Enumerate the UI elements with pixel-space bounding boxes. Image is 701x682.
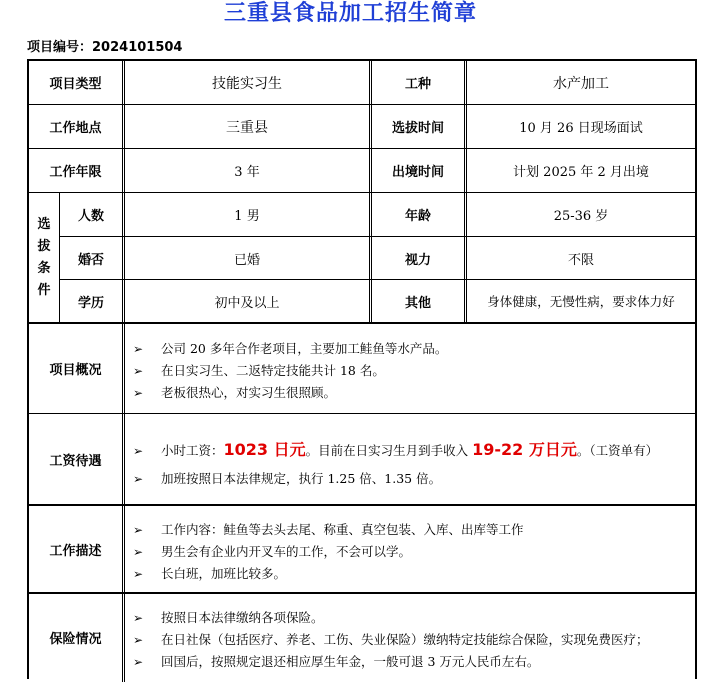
list-item: ➢ 在日实习生、二返特定技能共计 18 名。 bbox=[133, 363, 385, 378]
list-item: ➢ 工作内容：鲑鱼等去头去尾、称重、真空包装、入库、出库等工作 bbox=[133, 522, 524, 537]
value-project-type: 技能实习生 bbox=[212, 75, 282, 92]
label-age: 年龄 bbox=[404, 209, 431, 224]
hourly-wage: 1023 日元 bbox=[223, 440, 306, 459]
selection-criteria-label: 选 拔 条 件 bbox=[37, 216, 51, 298]
document-title: 三重县食品加工招生简章 bbox=[223, 1, 477, 26]
label-salary: 工资待遇 bbox=[49, 453, 102, 469]
value-departure-time: 计划 2025 年 2 月出境 bbox=[513, 165, 649, 180]
project-number bbox=[27, 36, 182, 55]
label-work-location: 工作地点 bbox=[49, 121, 102, 136]
label-marital: 婚否 bbox=[77, 252, 104, 268]
recruitment-table bbox=[27, 59, 697, 679]
label-vision: 视力 bbox=[404, 252, 431, 268]
label-work-description: 工作描述 bbox=[49, 543, 102, 559]
label-project-type: 项目类型 bbox=[49, 77, 102, 92]
project-number-value: 2024101504 bbox=[92, 40, 183, 55]
label-departure-time: 出境时间 bbox=[391, 165, 444, 180]
list-item: ➢ 老板很热心，对实习生很照顾。 bbox=[133, 385, 337, 400]
list-item: ➢ 按照日本法律缴纳各项保险。 bbox=[133, 610, 324, 625]
list-item: ➢ 回国后，按照规定退还相应厚生年金，一般可退 3 万元人民币左右。 bbox=[133, 654, 540, 669]
label-job-type: 工种 bbox=[404, 77, 431, 92]
list-item: ➢ 加班按照日本法律规定，执行 1.25 倍、1.35 倍。 bbox=[133, 471, 442, 486]
label-selection-time: 选拔时间 bbox=[391, 121, 444, 136]
value-selection-time: 10 月 26 日现场面试 bbox=[519, 121, 643, 136]
list-item: ➢ 公司 20 多年合作老项目，主要加工鲑鱼等水产品。 bbox=[133, 341, 448, 356]
label-education: 学历 bbox=[77, 295, 104, 311]
list-item: ➢ 小时工资：1023 日元。目前在日实习生月到手收入 19-22 万日元。（工资单有） bbox=[133, 440, 659, 459]
label-insurance: 保险情况 bbox=[49, 632, 102, 647]
value-job-type: 水产加工 bbox=[553, 75, 609, 92]
label-headcount: 人数 bbox=[77, 209, 104, 224]
value-education: 初中及以上 bbox=[214, 295, 280, 311]
value-headcount: 1 男 bbox=[234, 209, 260, 224]
value-vision: 不限 bbox=[567, 252, 594, 268]
value-marital: 已婚 bbox=[233, 252, 260, 268]
project-number-label: 项目编号： bbox=[27, 40, 93, 55]
list-item: ➢ 长白班，加班比较多。 bbox=[133, 566, 287, 581]
list-item: ➢ 男生会有企业内开叉车的工作，不会可以学。 bbox=[133, 544, 412, 559]
list-item: ➢ 在日社保（包括医疗、养老、工伤、失业保险）缴纳特定技能综合保险，实现免费医疗； bbox=[133, 632, 649, 647]
value-work-location: 三重县 bbox=[226, 119, 268, 136]
label-project-overview: 项目概况 bbox=[49, 363, 102, 378]
value-work-years: 3 年 bbox=[234, 165, 260, 180]
label-other: 其他 bbox=[404, 295, 431, 311]
monthly-income: 19-22 万日元 bbox=[472, 440, 577, 459]
value-other: 身体健康，无慢性病，要求体力好 bbox=[487, 294, 675, 309]
value-age: 25-36 岁 bbox=[553, 209, 609, 224]
label-work-years: 工作年限 bbox=[49, 165, 102, 180]
